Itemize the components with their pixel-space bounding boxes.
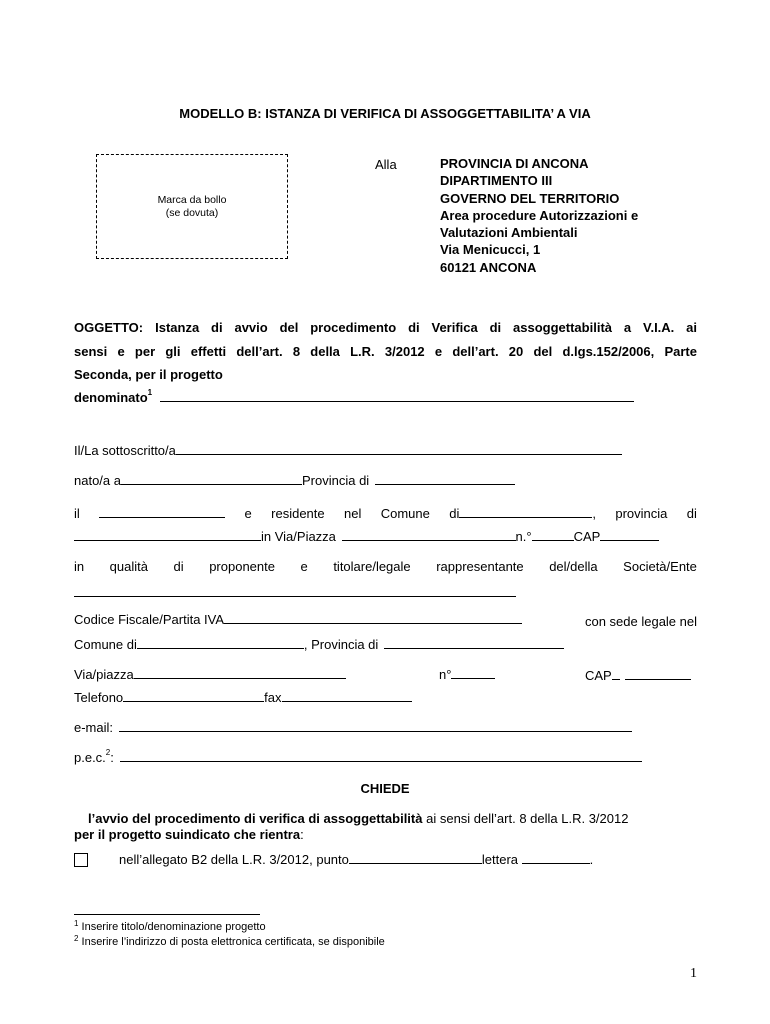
di-label: di	[686, 506, 697, 521]
email-label: e-mail:	[74, 720, 114, 735]
company-street-field[interactable]	[134, 667, 346, 679]
page-title: MODELLO B: ISTANZA DI VERIFICA DI ASSOGGETTABILITA’ A VIA	[179, 106, 591, 121]
request-bold: per il progetto suindicato che rientra	[74, 827, 301, 842]
row-indirizzo	[74, 529, 659, 544]
street-field[interactable]	[342, 529, 516, 541]
stamp-label: Marca da bollo	[157, 194, 227, 206]
residente-label: residente	[271, 506, 325, 521]
via-label: in Via/Piazza	[261, 529, 336, 544]
di-label: di	[449, 506, 460, 521]
footnote-divider	[74, 914, 260, 915]
nel-label: nel	[344, 506, 362, 521]
word: qualità	[109, 559, 148, 574]
subject-line-3: Seconda, per il progetto	[74, 367, 223, 382]
company-name-field[interactable]	[74, 585, 516, 597]
tax-code-field[interactable]	[224, 612, 522, 624]
sottoscritto-label: Il/La sottoscritto/a	[74, 443, 176, 458]
address-line: 60121 ANCONA	[440, 259, 537, 275]
row-pec	[74, 750, 642, 765]
comune-label: Comune di	[74, 637, 137, 652]
cap-label: CAP	[573, 529, 601, 544]
row-telefono	[74, 690, 412, 705]
footnote-number: 1	[74, 919, 79, 928]
address-line: Via Menicucci, 1	[440, 242, 541, 258]
option-allegato-b2	[119, 852, 593, 867]
word: proponente	[209, 559, 275, 574]
footnote-ref: 2	[105, 748, 111, 757]
row-numero	[439, 667, 495, 682]
row-ente	[74, 585, 516, 600]
sede-legale-label: con sede legale nel	[584, 614, 697, 629]
row-codice-fiscale	[74, 612, 522, 627]
address-line: Area procedure Autorizzazioni e	[440, 207, 639, 223]
recipient-prefix: Alla	[375, 157, 397, 172]
project-name-field[interactable]	[160, 390, 634, 402]
punto-field[interactable]	[349, 852, 482, 864]
provincia-label: , Provincia di	[303, 637, 379, 652]
address-line: Valutazioni Ambientali	[440, 225, 578, 241]
cap-label: CAP	[585, 668, 612, 683]
word: Società/Ente	[623, 559, 697, 574]
chiede-heading: CHIEDE	[360, 781, 410, 796]
company-province-field[interactable]	[384, 637, 564, 649]
il-label: il	[74, 506, 80, 521]
provincia-label: Provincia di	[302, 473, 370, 488]
denominato-label: denominato	[74, 390, 148, 405]
word: rappresentante	[436, 559, 524, 574]
row-sede-comune	[74, 637, 564, 652]
footnote-2	[74, 936, 385, 948]
colon: :	[110, 750, 114, 765]
row-qualita	[74, 559, 697, 574]
e-label: e	[244, 506, 252, 521]
sottoscritto-field[interactable]	[176, 443, 622, 455]
comma: ,	[592, 506, 596, 521]
subject-line-4	[74, 390, 634, 405]
request-normal: :	[300, 827, 304, 842]
subject-text: Istanza di avvio del procedimento di Verifica di assoggettabilità a V.I.A. ai	[155, 320, 697, 335]
option-text: nell’allegato B2 della	[119, 852, 239, 867]
birth-province-field[interactable]	[375, 473, 515, 485]
stamp-note: (se dovuta)	[165, 207, 219, 219]
phone-label: Telefono	[74, 690, 124, 705]
option-text: L.R. 3/2012	[241, 852, 310, 867]
nato-label: nato/a a	[74, 473, 121, 488]
row-nato	[74, 473, 515, 488]
cap-field[interactable]	[600, 529, 659, 541]
birthdate-field[interactable]	[99, 506, 225, 518]
row-via	[74, 667, 346, 682]
request-normal: ai sensi dell’art. 8 della L.R. 3/2012	[426, 811, 629, 826]
request-line-2	[74, 827, 304, 842]
page-number: 1	[690, 966, 697, 981]
address-line: PROVINCIA DI ANCONA	[440, 156, 589, 171]
word: in	[74, 559, 85, 574]
company-number-field[interactable]	[451, 667, 495, 679]
allegato-b2-checkbox[interactable]	[74, 853, 88, 867]
company-cap-field[interactable]	[625, 668, 691, 680]
tax-code-label: Codice Fiscale/Partita IVA	[74, 612, 225, 627]
request-bold: l’avvio del procedimento di verifica di assoggettabilità	[88, 811, 423, 826]
recipient-address	[440, 155, 638, 276]
word: di	[173, 559, 184, 574]
row-residenza	[74, 506, 697, 521]
row-cap	[585, 668, 691, 683]
company-municipality-field[interactable]	[137, 637, 304, 649]
via-label: Via/piazza	[74, 667, 134, 682]
number-label: n°	[439, 667, 452, 682]
footnote-text: Inserire titolo/denominazione progetto	[81, 921, 266, 933]
cap-gap	[612, 668, 620, 680]
option-text: , punto	[309, 852, 349, 867]
birthplace-field[interactable]	[121, 473, 302, 485]
word: titolare/legale	[333, 559, 411, 574]
footnote-number: 2	[74, 934, 79, 943]
address-line: DIPARTIMENTO III	[440, 173, 553, 189]
row-email	[74, 720, 632, 735]
revenue-stamp-box	[96, 154, 288, 259]
comune-label: Comune	[380, 506, 430, 521]
provincia-label: provincia	[615, 506, 668, 521]
subject-line-2: sensi e per gli effetti dell’art. 8 della L.R. 3/2012 e dell’art. 20 del d.lgs.152/2006, Parte	[74, 344, 697, 359]
footnote-ref: 1	[147, 388, 153, 397]
option-text: lettera	[481, 852, 519, 867]
subject-label: OGGETTO:	[74, 320, 144, 335]
residence-municipality-field[interactable]	[459, 506, 592, 518]
pec-label: p.e.c.	[74, 750, 106, 765]
email-field[interactable]	[119, 720, 632, 732]
word: e	[300, 559, 308, 574]
row-sottoscritto	[74, 443, 622, 458]
footnote-text: Inserire l’indirizzo di posta elettronica certificata, se disponibile	[81, 936, 385, 948]
pec-field[interactable]	[120, 750, 642, 762]
footnote-1	[74, 921, 266, 933]
residence-province-field[interactable]	[74, 529, 261, 541]
word: del/della	[549, 559, 598, 574]
request-line-1	[88, 811, 628, 826]
house-number-field[interactable]	[532, 529, 574, 541]
number-label: n.°	[515, 529, 532, 544]
lettera-field[interactable]	[522, 852, 590, 864]
period: .	[589, 852, 594, 867]
phone-field[interactable]	[123, 690, 264, 702]
fax-field[interactable]	[282, 690, 412, 702]
address-line: GOVERNO DEL TERRITORIO	[440, 190, 620, 206]
subject-line-1	[74, 320, 697, 335]
fax-label: fax	[264, 690, 282, 705]
